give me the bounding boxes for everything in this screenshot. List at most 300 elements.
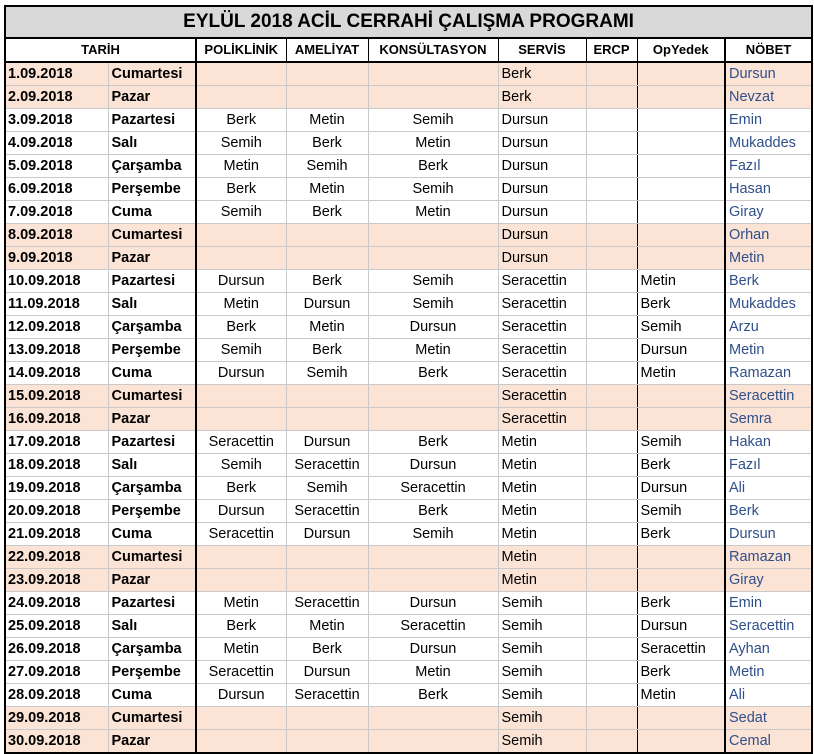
date-cell: 5.09.2018: [5, 155, 108, 178]
day-cell: Salı: [108, 615, 196, 638]
poliklinik-cell: Berk: [196, 477, 286, 500]
servis-cell: Semih: [498, 707, 586, 730]
table-row: [5, 431, 812, 454]
ameliyat-cell: Berk: [286, 270, 368, 293]
opyedek-cell: [637, 155, 725, 178]
konsultasyon-cell: Semih: [368, 109, 498, 132]
ameliyat-cell: Semih: [286, 477, 368, 500]
ameliyat-cell: Metin: [286, 615, 368, 638]
ercp-cell: [586, 362, 637, 385]
nobet-cell: Hakan: [725, 431, 812, 454]
date-cell: 7.09.2018: [5, 201, 108, 224]
table-row: [5, 178, 812, 201]
ameliyat-cell: Dursun: [286, 293, 368, 316]
ercp-cell: [586, 132, 637, 155]
ameliyat-cell: Berk: [286, 201, 368, 224]
header-ameliyat: AMELİYAT: [286, 38, 368, 62]
poliklinik-cell: Seracettin: [196, 431, 286, 454]
konsultasyon-cell: [368, 707, 498, 730]
ercp-cell: [586, 408, 637, 431]
ameliyat-cell: Dursun: [286, 431, 368, 454]
poliklinik-cell: [196, 247, 286, 270]
table-row: [5, 592, 812, 615]
konsultasyon-cell: [368, 408, 498, 431]
poliklinik-cell: Metin: [196, 638, 286, 661]
nobet-cell: Mukaddes: [725, 293, 812, 316]
konsultasyon-cell: Metin: [368, 661, 498, 684]
konsultasyon-cell: Metin: [368, 132, 498, 155]
day-cell: Cuma: [108, 684, 196, 707]
konsultasyon-cell: Dursun: [368, 316, 498, 339]
konsultasyon-cell: [368, 247, 498, 270]
table-row: [5, 201, 812, 224]
table-row: [5, 385, 812, 408]
nobet-cell: Arzu: [725, 316, 812, 339]
nobet-cell: Berk: [725, 500, 812, 523]
date-cell: 29.09.2018: [5, 707, 108, 730]
opyedek-cell: Metin: [637, 270, 725, 293]
poliklinik-cell: Dursun: [196, 684, 286, 707]
opyedek-cell: [637, 86, 725, 109]
nobet-cell: Nevzat: [725, 86, 812, 109]
servis-cell: Metin: [498, 454, 586, 477]
servis-cell: Seracettin: [498, 316, 586, 339]
servis-cell: Semih: [498, 615, 586, 638]
day-cell: Çarşamba: [108, 638, 196, 661]
servis-cell: Dursun: [498, 224, 586, 247]
poliklinik-cell: [196, 86, 286, 109]
nobet-cell: Emin: [725, 109, 812, 132]
nobet-cell: Dursun: [725, 523, 812, 546]
day-cell: Salı: [108, 293, 196, 316]
ameliyat-cell: [286, 224, 368, 247]
ercp-cell: [586, 270, 637, 293]
table-row: [5, 546, 812, 569]
day-cell: Pazar: [108, 86, 196, 109]
servis-cell: Metin: [498, 477, 586, 500]
table-row: [5, 707, 812, 730]
ameliyat-cell: [286, 62, 368, 86]
date-cell: 28.09.2018: [5, 684, 108, 707]
day-cell: Perşembe: [108, 339, 196, 362]
konsultasyon-cell: Dursun: [368, 454, 498, 477]
poliklinik-cell: Dursun: [196, 270, 286, 293]
servis-cell: Semih: [498, 730, 586, 754]
poliklinik-cell: Semih: [196, 454, 286, 477]
poliklinik-cell: [196, 546, 286, 569]
ameliyat-cell: Berk: [286, 339, 368, 362]
table-row: [5, 730, 812, 754]
table-row: [5, 500, 812, 523]
day-cell: Salı: [108, 454, 196, 477]
ameliyat-cell: Seracettin: [286, 500, 368, 523]
opyedek-cell: [637, 201, 725, 224]
date-cell: 8.09.2018: [5, 224, 108, 247]
servis-cell: Seracettin: [498, 408, 586, 431]
poliklinik-cell: Semih: [196, 201, 286, 224]
konsultasyon-cell: Berk: [368, 684, 498, 707]
schedule-table: [4, 5, 813, 754]
opyedek-cell: Berk: [637, 454, 725, 477]
opyedek-cell: Berk: [637, 523, 725, 546]
day-cell: Cumartesi: [108, 224, 196, 247]
opyedek-cell: [637, 247, 725, 270]
servis-cell: Metin: [498, 523, 586, 546]
ercp-cell: [586, 109, 637, 132]
date-cell: 19.09.2018: [5, 477, 108, 500]
poliklinik-cell: Berk: [196, 615, 286, 638]
title-row: [5, 6, 812, 38]
servis-cell: Seracettin: [498, 293, 586, 316]
table-row: [5, 316, 812, 339]
poliklinik-cell: Metin: [196, 293, 286, 316]
poliklinik-cell: Seracettin: [196, 661, 286, 684]
table-row: [5, 638, 812, 661]
ercp-cell: [586, 247, 637, 270]
schedule-sheet: [4, 5, 811, 748]
servis-cell: Semih: [498, 592, 586, 615]
konsultasyon-cell: [368, 86, 498, 109]
header-ercp: ERCP: [586, 38, 637, 62]
konsultasyon-cell: Berk: [368, 500, 498, 523]
servis-cell: Semih: [498, 661, 586, 684]
date-cell: 16.09.2018: [5, 408, 108, 431]
servis-cell: Berk: [498, 86, 586, 109]
konsultasyon-cell: Metin: [368, 201, 498, 224]
opyedek-cell: [637, 385, 725, 408]
nobet-cell: Cemal: [725, 730, 812, 754]
konsultasyon-cell: Semih: [368, 178, 498, 201]
ercp-cell: [586, 707, 637, 730]
opyedek-cell: [637, 707, 725, 730]
ercp-cell: [586, 638, 637, 661]
poliklinik-cell: [196, 385, 286, 408]
ameliyat-cell: Seracettin: [286, 592, 368, 615]
table-row: [5, 293, 812, 316]
day-cell: Cumartesi: [108, 707, 196, 730]
ercp-cell: [586, 86, 637, 109]
date-cell: 10.09.2018: [5, 270, 108, 293]
table-row: [5, 270, 812, 293]
opyedek-cell: [637, 224, 725, 247]
servis-cell: Metin: [498, 569, 586, 592]
ercp-cell: [586, 684, 637, 707]
nobet-cell: Semra: [725, 408, 812, 431]
ercp-cell: [586, 569, 637, 592]
konsultasyon-cell: [368, 62, 498, 86]
servis-cell: Seracettin: [498, 339, 586, 362]
opyedek-cell: Dursun: [637, 477, 725, 500]
ameliyat-cell: Metin: [286, 109, 368, 132]
poliklinik-cell: Semih: [196, 132, 286, 155]
konsultasyon-cell: Metin: [368, 339, 498, 362]
ameliyat-cell: [286, 408, 368, 431]
ercp-cell: [586, 201, 637, 224]
poliklinik-cell: Metin: [196, 155, 286, 178]
table-row: [5, 155, 812, 178]
date-cell: 3.09.2018: [5, 109, 108, 132]
opyedek-cell: [637, 62, 725, 86]
nobet-cell: Mukaddes: [725, 132, 812, 155]
ameliyat-cell: Dursun: [286, 661, 368, 684]
ercp-cell: [586, 477, 637, 500]
konsultasyon-cell: Semih: [368, 293, 498, 316]
table-row: [5, 224, 812, 247]
ameliyat-cell: [286, 247, 368, 270]
ercp-cell: [586, 500, 637, 523]
konsultasyon-cell: Semih: [368, 270, 498, 293]
ercp-cell: [586, 385, 637, 408]
opyedek-cell: [637, 546, 725, 569]
ameliyat-cell: [286, 707, 368, 730]
servis-cell: Dursun: [498, 201, 586, 224]
servis-cell: Berk: [498, 62, 586, 86]
nobet-cell: Sedat: [725, 707, 812, 730]
day-cell: Perşembe: [108, 661, 196, 684]
poliklinik-cell: Seracettin: [196, 523, 286, 546]
konsultasyon-cell: Berk: [368, 362, 498, 385]
opyedek-cell: Berk: [637, 592, 725, 615]
day-cell: Cuma: [108, 523, 196, 546]
day-cell: Çarşamba: [108, 316, 196, 339]
nobet-cell: Berk: [725, 270, 812, 293]
ercp-cell: [586, 62, 637, 86]
ameliyat-cell: [286, 730, 368, 754]
ameliyat-cell: [286, 569, 368, 592]
poliklinik-cell: Semih: [196, 339, 286, 362]
konsultasyon-cell: Berk: [368, 431, 498, 454]
poliklinik-cell: [196, 224, 286, 247]
servis-cell: Metin: [498, 500, 586, 523]
day-cell: Pazar: [108, 730, 196, 754]
day-cell: Pazartesi: [108, 592, 196, 615]
day-cell: Perşembe: [108, 178, 196, 201]
nobet-cell: Giray: [725, 569, 812, 592]
day-cell: Pazar: [108, 408, 196, 431]
ameliyat-cell: Semih: [286, 362, 368, 385]
nobet-cell: Metin: [725, 339, 812, 362]
servis-cell: Metin: [498, 546, 586, 569]
poliklinik-cell: Dursun: [196, 362, 286, 385]
page-title: EYLÜL 2018 ACİL CERRAHİ ÇALIŞMA PROGRAMI: [5, 6, 812, 38]
nobet-cell: Ramazan: [725, 362, 812, 385]
table-row: [5, 247, 812, 270]
nobet-cell: Fazıl: [725, 155, 812, 178]
konsultasyon-cell: [368, 730, 498, 754]
date-cell: 27.09.2018: [5, 661, 108, 684]
date-cell: 21.09.2018: [5, 523, 108, 546]
day-cell: Cuma: [108, 201, 196, 224]
nobet-cell: Metin: [725, 247, 812, 270]
ercp-cell: [586, 339, 637, 362]
header-poliklinik: POLİKLİNİK: [196, 38, 286, 62]
konsultasyon-cell: [368, 385, 498, 408]
ercp-cell: [586, 523, 637, 546]
nobet-cell: Seracettin: [725, 385, 812, 408]
nobet-cell: Seracettin: [725, 615, 812, 638]
date-cell: 15.09.2018: [5, 385, 108, 408]
opyedek-cell: Dursun: [637, 339, 725, 362]
table-row: [5, 132, 812, 155]
ercp-cell: [586, 546, 637, 569]
header-tarih: TARİH: [5, 38, 196, 62]
date-cell: 4.09.2018: [5, 132, 108, 155]
day-cell: Cumartesi: [108, 546, 196, 569]
date-cell: 12.09.2018: [5, 316, 108, 339]
table-row: [5, 339, 812, 362]
konsultasyon-cell: Berk: [368, 155, 498, 178]
ameliyat-cell: [286, 86, 368, 109]
ercp-cell: [586, 615, 637, 638]
table-row: [5, 615, 812, 638]
konsultasyon-cell: [368, 546, 498, 569]
ameliyat-cell: Berk: [286, 638, 368, 661]
poliklinik-cell: Dursun: [196, 500, 286, 523]
konsultasyon-cell: [368, 224, 498, 247]
nobet-cell: Dursun: [725, 62, 812, 86]
ameliyat-cell: [286, 385, 368, 408]
header-nobet: NÖBET: [725, 38, 812, 62]
table-row: [5, 62, 812, 86]
ameliyat-cell: [286, 546, 368, 569]
opyedek-cell: Semih: [637, 500, 725, 523]
servis-cell: Metin: [498, 431, 586, 454]
nobet-cell: Orhan: [725, 224, 812, 247]
nobet-cell: Ali: [725, 684, 812, 707]
header-servis: SERVİS: [498, 38, 586, 62]
opyedek-cell: [637, 109, 725, 132]
day-cell: Pazar: [108, 569, 196, 592]
day-cell: Pazartesi: [108, 431, 196, 454]
ameliyat-cell: Semih: [286, 155, 368, 178]
opyedek-cell: Metin: [637, 684, 725, 707]
poliklinik-cell: [196, 569, 286, 592]
servis-cell: Dursun: [498, 109, 586, 132]
konsultasyon-cell: Seracettin: [368, 477, 498, 500]
servis-cell: Semih: [498, 638, 586, 661]
poliklinik-cell: [196, 62, 286, 86]
day-cell: Perşembe: [108, 500, 196, 523]
table-row: [5, 86, 812, 109]
date-cell: 9.09.2018: [5, 247, 108, 270]
ameliyat-cell: Dursun: [286, 523, 368, 546]
day-cell: Cumartesi: [108, 62, 196, 86]
opyedek-cell: [637, 408, 725, 431]
opyedek-cell: Seracettin: [637, 638, 725, 661]
date-cell: 26.09.2018: [5, 638, 108, 661]
opyedek-cell: Berk: [637, 661, 725, 684]
poliklinik-cell: Metin: [196, 592, 286, 615]
ameliyat-cell: Metin: [286, 316, 368, 339]
konsultasyon-cell: Semih: [368, 523, 498, 546]
ercp-cell: [586, 431, 637, 454]
header-opyedek: OpYedek: [637, 38, 725, 62]
date-cell: 13.09.2018: [5, 339, 108, 362]
opyedek-cell: Berk: [637, 293, 725, 316]
date-cell: 20.09.2018: [5, 500, 108, 523]
opyedek-cell: [637, 730, 725, 754]
ercp-cell: [586, 155, 637, 178]
konsultasyon-cell: Seracettin: [368, 615, 498, 638]
date-cell: 6.09.2018: [5, 178, 108, 201]
servis-cell: Seracettin: [498, 362, 586, 385]
date-cell: 23.09.2018: [5, 569, 108, 592]
servis-cell: Seracettin: [498, 385, 586, 408]
day-cell: Salı: [108, 132, 196, 155]
ercp-cell: [586, 316, 637, 339]
ercp-cell: [586, 454, 637, 477]
ameliyat-cell: Metin: [286, 178, 368, 201]
ercp-cell: [586, 293, 637, 316]
ercp-cell: [586, 592, 637, 615]
poliklinik-cell: [196, 408, 286, 431]
header-row: [5, 38, 812, 62]
table-row: [5, 408, 812, 431]
opyedek-cell: [637, 178, 725, 201]
day-cell: Pazartesi: [108, 270, 196, 293]
table-row: [5, 523, 812, 546]
nobet-cell: Ramazan: [725, 546, 812, 569]
konsultasyon-cell: Dursun: [368, 592, 498, 615]
date-cell: 17.09.2018: [5, 431, 108, 454]
table-row: [5, 661, 812, 684]
opyedek-cell: [637, 569, 725, 592]
day-cell: Pazar: [108, 247, 196, 270]
ercp-cell: [586, 178, 637, 201]
nobet-cell: Ayhan: [725, 638, 812, 661]
day-cell: Çarşamba: [108, 477, 196, 500]
ercp-cell: [586, 224, 637, 247]
konsultasyon-cell: Dursun: [368, 638, 498, 661]
poliklinik-cell: [196, 707, 286, 730]
nobet-cell: Emin: [725, 592, 812, 615]
ercp-cell: [586, 730, 637, 754]
date-cell: 18.09.2018: [5, 454, 108, 477]
day-cell: Çarşamba: [108, 155, 196, 178]
date-cell: 25.09.2018: [5, 615, 108, 638]
date-cell: 22.09.2018: [5, 546, 108, 569]
poliklinik-cell: Berk: [196, 316, 286, 339]
servis-cell: Dursun: [498, 132, 586, 155]
servis-cell: Dursun: [498, 247, 586, 270]
konsultasyon-cell: [368, 569, 498, 592]
servis-cell: Semih: [498, 684, 586, 707]
opyedek-cell: [637, 132, 725, 155]
table-row: [5, 362, 812, 385]
table-row: [5, 569, 812, 592]
ercp-cell: [586, 661, 637, 684]
date-cell: 30.09.2018: [5, 730, 108, 754]
nobet-cell: Ali: [725, 477, 812, 500]
poliklinik-cell: Berk: [196, 109, 286, 132]
day-cell: Cumartesi: [108, 385, 196, 408]
table-row: [5, 454, 812, 477]
servis-cell: Dursun: [498, 155, 586, 178]
date-cell: 2.09.2018: [5, 86, 108, 109]
poliklinik-cell: [196, 730, 286, 754]
table-row: [5, 477, 812, 500]
date-cell: 24.09.2018: [5, 592, 108, 615]
table-row: [5, 684, 812, 707]
date-cell: 1.09.2018: [5, 62, 108, 86]
poliklinik-cell: Berk: [196, 178, 286, 201]
header-konsultasyon: KONSÜLTASYON: [368, 38, 498, 62]
date-cell: 11.09.2018: [5, 293, 108, 316]
nobet-cell: Hasan: [725, 178, 812, 201]
opyedek-cell: Metin: [637, 362, 725, 385]
nobet-cell: Giray: [725, 201, 812, 224]
opyedek-cell: Semih: [637, 316, 725, 339]
